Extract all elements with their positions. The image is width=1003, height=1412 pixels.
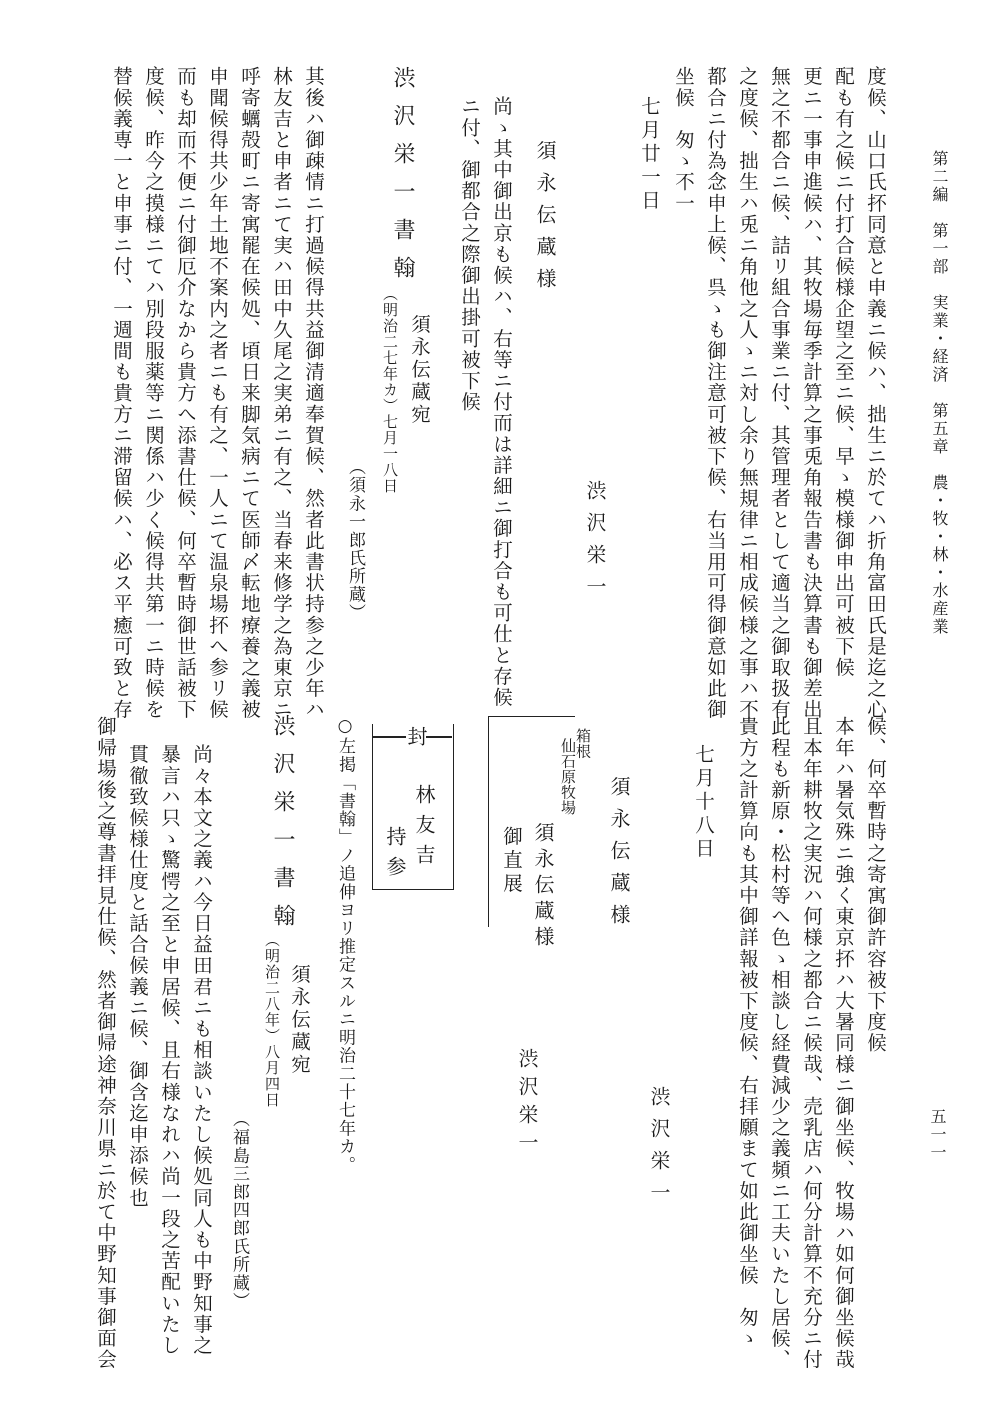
letter-addressee: 須永伝蔵宛 [288, 964, 311, 1077]
text-line: 此程も新原・松村等へ色ゝ相談し経費減少之義頻ニ工夫いたし居候、 [768, 716, 791, 1371]
letter-date-note: （明治二八年）八月四日 [263, 932, 281, 1108]
text-line: 呼寄蠣殻町ニ寄寓罷在候処、頃日来脚気病ニて医師〆転地療養之義被 [238, 66, 261, 721]
text-line: 度候、山口氏抔同意と申義ニ候ハ、拙生ニ於てハ折角富田氏是迄之心 [864, 66, 887, 721]
text-line: 暴言ハ只ゝ驚愕之至と申居候、且右様なれハ尚一段之苦配いたし [158, 744, 181, 1356]
letter-source: （福島三郎四郎氏所蔵） [229, 1110, 249, 1311]
postscript-line: 尚ゝ其中御出京も候ハ、右等ニ付而は詳細ニ御打合も可仕と存候 [490, 96, 513, 708]
page-number: 五一一 [928, 1108, 947, 1162]
text-line: 貴方之計算向も其中御詳報被下度候、右拝願まて如此御坐候 匆ゝ [736, 716, 759, 1349]
letter-heading: 渋沢栄一書翰 [390, 66, 415, 294]
text-line: 之度候、拙生ハ兎ニ角他之人ゝニ対し余り無規律ニ相成候様之事ハ不 [736, 66, 759, 721]
fuu-bearer: 林友吉 [412, 784, 436, 874]
editor-note: ○左掲「書翰」ノ追伸ヨリ推定スルニ明治二十七年カ。 [335, 716, 355, 1174]
fuu-carry: 持参 [383, 826, 407, 886]
letter-date: 七月十八日 [692, 744, 715, 862]
text-line: 替候義専一と申事ニ付、一週間も貴方ニ滞留候ハ、必ス平癒可致と存 [110, 66, 133, 721]
text-line: 度候、昨今之摸様ニてハ別段服薬等ニ関係ハ少く候得共第一ニ時候を [142, 66, 165, 721]
letter-source: （須永一郎氏所蔵） [345, 458, 365, 622]
envelope-sender: 渋沢栄一 [515, 1048, 539, 1160]
envelope-address-line: 仙石原牧場 [559, 738, 577, 816]
envelope-address-line: 箱根 [574, 728, 592, 759]
text-line: 無之不都合ニ候、詰リ組合事業ニ付、其管理者として適当之御取扱有 [768, 66, 791, 721]
text-line: 候、何卒暫時之寄寓御許容被下度候 [864, 716, 887, 1054]
letter-heading: 渋沢栄一書翰 [270, 714, 295, 942]
letter-recipient: 須永伝蔵様 [607, 776, 631, 936]
text-line: 貫徹致候様仕度と話合候義ニ候、御含迄申添候也 [126, 744, 149, 1209]
text-line: 尚々本文之義ハ今日益田君ニも相談いたし候処同人も中野知事之 [190, 744, 213, 1356]
text-line: 都合ニ付為念申上候、呉ゝも御注意可被下候、右当用可得御意如此御 [704, 66, 727, 721]
text-line: 本年ハ暑気殊ニ強く東京抔ハ大暑同様ニ御坐候、牧場ハ如何御坐候哉 [832, 716, 855, 1371]
text-line: 且本年耕牧之実況ハ何様之都合ニ候哉、売乳店ハ何分計算不充分ニ付 [800, 716, 823, 1371]
running-header: 第二編 第一部 実業・経済 第五章 農・牧・林・水産業 [930, 150, 949, 636]
letter-sender: 渋沢栄一 [647, 1086, 671, 1214]
text-line: 而も却而不便ニ付御厄介なから貴方へ添書仕候、何卒暫時御世話被下 [174, 66, 197, 721]
letter-addressee: 須永伝蔵宛 [408, 314, 431, 427]
text-line: 林友吉と申者ニて実ハ田中久尾之実弟ニ有之、当春来修学之為東京ニ [270, 66, 293, 721]
text-line: 申聞候得共少年土地不案内之者ニも有之、一人ニて温泉場抔へ参リ候 [206, 66, 229, 721]
envelope-direct: 御直展 [500, 826, 523, 897]
text-line: 其後ハ御疎情ニ打過候得共益御清適奉賀候、然者此書状持参之少年ハ [302, 66, 325, 721]
letter-date-note: （明治二七年カ）七月一八日 [381, 286, 399, 494]
text-line: 更ニ一事申進候ハ、其牧場毎季計算之事兎角報告書も決算書も御差出 [800, 66, 823, 721]
fuu-seal: 封 [404, 726, 428, 746]
envelope-recipient: 須永伝蔵様 [531, 822, 555, 952]
letter-date: 七月廿一日 [638, 96, 661, 214]
text-line: 坐候 匆ゝ不一 [672, 66, 695, 214]
text-line: 御帰場後之尊書拝見仕候、然者御帰途神奈川県ニ於て中野知事御面会 [94, 716, 117, 1371]
letter-sender: 渋沢栄一 [583, 480, 607, 608]
text-line: 配も有之候ニ付打合候様企望之至ニ候、早ゝ模様御申出可被下候 [832, 66, 855, 678]
letter-recipient: 須永伝蔵様 [533, 140, 557, 300]
postscript-line: ニ付、御都合之際御出掛可被下候 [458, 96, 481, 413]
